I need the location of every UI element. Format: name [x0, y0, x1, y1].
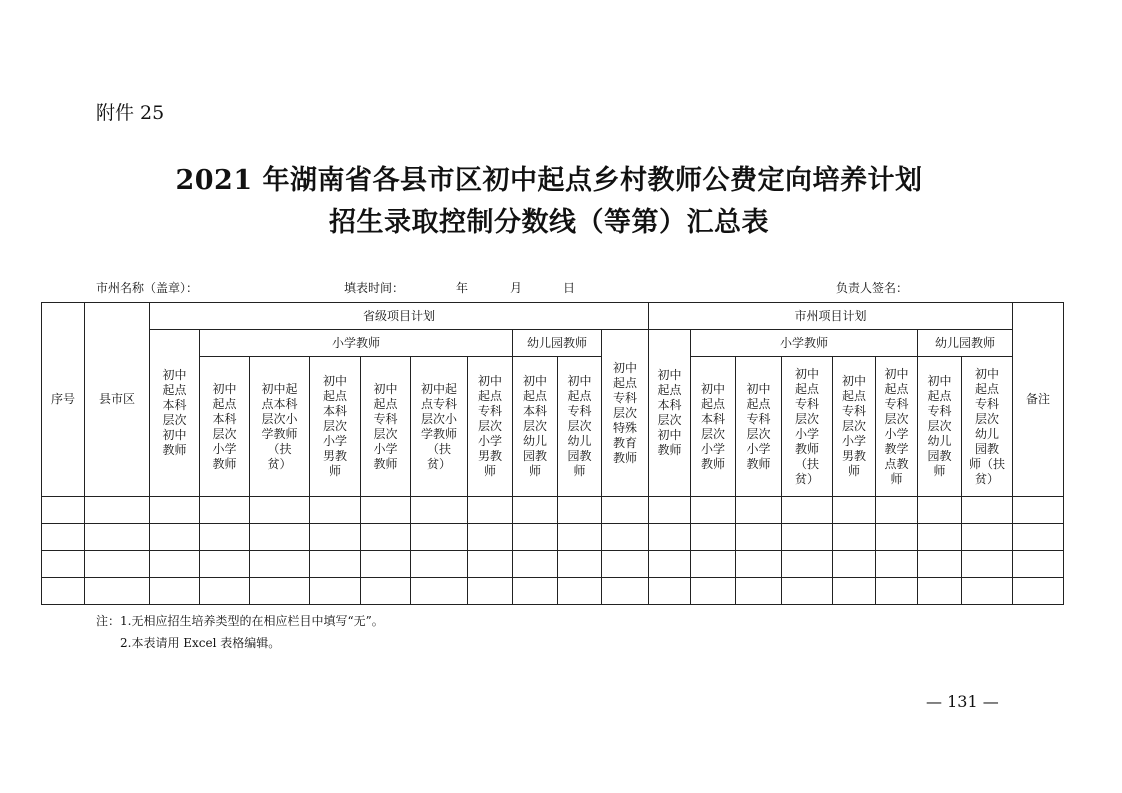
table-cell[interactable] [361, 497, 411, 524]
table-cell[interactable] [150, 497, 200, 524]
table-cell[interactable] [200, 578, 250, 605]
table-cell[interactable] [513, 578, 558, 605]
table-cell[interactable] [876, 578, 918, 605]
table-cell[interactable] [150, 578, 200, 605]
table-cell[interactable] [513, 551, 558, 578]
header-city-col-2: 初中 起点 本科 层次 小学 教师 [691, 357, 736, 497]
header-city-col-1: 初中 起点 本科 层次 初中 教师 [649, 330, 691, 497]
table-cell[interactable] [782, 524, 833, 551]
city-name-label: 市州名称（盖章）： [96, 281, 199, 295]
table-cell[interactable] [602, 578, 649, 605]
table-cell[interactable] [361, 578, 411, 605]
table-cell[interactable] [558, 551, 602, 578]
header-provincial-plan: 省级项目计划 [150, 303, 649, 330]
table-cell[interactable] [782, 497, 833, 524]
table-cell[interactable] [468, 578, 513, 605]
header-prov-col-5: 初中 起点 专科 层次 小学 教师 [361, 357, 411, 497]
table-cell[interactable] [962, 497, 1013, 524]
table-cell[interactable] [85, 578, 150, 605]
table-cell[interactable] [736, 524, 782, 551]
table-cell[interactable] [250, 524, 310, 551]
table-cell[interactable] [310, 551, 361, 578]
year-label: 年 [456, 281, 469, 295]
document-title-line1: 2021 年湖南省各县市区初中起点乡村教师公费定向培养计划 [175, 165, 923, 196]
header-prov-col-1: 初中 起点 本科 层次 初中 教师 [150, 330, 200, 497]
table-cell[interactable] [558, 578, 602, 605]
table-cell[interactable] [876, 524, 918, 551]
table-cell[interactable] [1013, 551, 1064, 578]
header-prov-col-6: 初中起 点专科 层次小 学教师 （扶 贫） [411, 357, 468, 497]
header-prov-col-7: 初中 起点 专科 层次 小学 男教 师 [468, 357, 513, 497]
table-cell[interactable] [833, 551, 876, 578]
table-cell[interactable] [558, 524, 602, 551]
table-cell[interactable] [411, 578, 468, 605]
table-cell[interactable] [468, 551, 513, 578]
table-cell[interactable] [150, 551, 200, 578]
table-cell[interactable] [85, 551, 150, 578]
table-cell[interactable] [361, 551, 411, 578]
table-cell[interactable] [200, 551, 250, 578]
table-cell[interactable] [691, 497, 736, 524]
table-cell[interactable] [736, 497, 782, 524]
attachment-label: 附件 25 [96, 102, 165, 124]
table-cell[interactable] [200, 524, 250, 551]
table-cell[interactable] [42, 497, 85, 524]
table-cell[interactable] [85, 524, 150, 551]
table-cell[interactable] [150, 524, 200, 551]
table-cell[interactable] [918, 578, 962, 605]
note-line-1: 注：1.无相应招生培养类型的在相应栏目中填写“无”。 [96, 614, 384, 628]
header-seq: 序号 [42, 303, 85, 497]
table-cell[interactable] [691, 578, 736, 605]
header-city-col-7: 初中 起点 专科 层次 幼儿 园教 师 [918, 357, 962, 497]
table-cell[interactable] [361, 524, 411, 551]
table-cell[interactable] [782, 578, 833, 605]
table-cell[interactable] [649, 551, 691, 578]
table-row [42, 497, 1064, 524]
table-cell[interactable] [1013, 497, 1064, 524]
table-cell[interactable] [876, 497, 918, 524]
table-row [42, 524, 1064, 551]
table-cell[interactable] [310, 497, 361, 524]
header-city-primary-teacher: 小学教师 [691, 330, 918, 357]
table-cell[interactable] [833, 578, 876, 605]
table-row [42, 578, 1064, 605]
header-prov-kindergarten-teacher: 幼儿园教师 [513, 330, 602, 357]
table-cell[interactable] [1013, 524, 1064, 551]
table-cell[interactable] [962, 578, 1013, 605]
table-row [42, 551, 1064, 578]
header-prov-col-10: 初中 起点 专科 层次 特殊 教育 教师 [602, 330, 649, 497]
table-cell[interactable] [250, 551, 310, 578]
table-cell[interactable] [691, 551, 736, 578]
header-prov-col-2: 初中 起点 本科 层次 小学 教师 [200, 357, 250, 497]
header-city-col-4: 初中 起点 专科 层次 小学 教师 （扶 贫） [782, 357, 833, 497]
document-title-line2: 招生录取控制分数线（等第）汇总表 [329, 207, 769, 238]
table-cell[interactable] [833, 497, 876, 524]
table-cell[interactable] [200, 497, 250, 524]
table-cell[interactable] [411, 524, 468, 551]
header-city-col-6: 初中 起点 专科 层次 小学 教学 点教 师 [876, 357, 918, 497]
header-county: 县市区 [85, 303, 150, 497]
signature-label: 负责人签名： [836, 281, 909, 295]
table-cell[interactable] [85, 497, 150, 524]
table-cell[interactable] [736, 551, 782, 578]
header-city-col-3: 初中 起点 专科 层次 小学 教师 [736, 357, 782, 497]
table-cell[interactable] [310, 524, 361, 551]
fill-time-label: 填表时间： [344, 281, 405, 295]
header-remark: 备注 [1013, 303, 1064, 497]
table-cell[interactable] [468, 524, 513, 551]
table-cell[interactable] [962, 551, 1013, 578]
table-cell[interactable] [558, 497, 602, 524]
table-cell[interactable] [42, 578, 85, 605]
page-number: — 131 — [926, 692, 999, 711]
header-prov-col-9: 初中 起点 专科 层次 幼儿 园教 师 [558, 357, 602, 497]
table-cell[interactable] [310, 578, 361, 605]
header-prov-col-8: 初中 起点 本科 层次 幼儿 园教 师 [513, 357, 558, 497]
table-cell[interactable] [918, 524, 962, 551]
table-cell[interactable] [876, 551, 918, 578]
header-city-col-8: 初中 起点 专科 层次 幼儿 园教 师（扶 贫） [962, 357, 1013, 497]
header-city-plan: 市州项目计划 [649, 303, 1013, 330]
table-cell[interactable] [833, 524, 876, 551]
table-cell[interactable] [649, 578, 691, 605]
header-city-kindergarten-teacher: 幼儿园教师 [918, 330, 1013, 357]
header-city-col-5: 初中 起点 专科 层次 小学 男教 师 [833, 357, 876, 497]
table-cell[interactable] [602, 524, 649, 551]
table-cell[interactable] [1013, 578, 1064, 605]
table-cell[interactable] [250, 497, 310, 524]
header-prov-primary-teacher: 小学教师 [200, 330, 513, 357]
summary-table [41, 302, 1064, 605]
table-cell[interactable] [513, 497, 558, 524]
table-cell[interactable] [962, 524, 1013, 551]
table-cell[interactable] [649, 497, 691, 524]
header-prov-col-4: 初中 起点 本科 层次 小学 男教 师 [310, 357, 361, 497]
table-cell[interactable] [918, 497, 962, 524]
table-cell[interactable] [691, 524, 736, 551]
table-cell[interactable] [468, 497, 513, 524]
table-cell[interactable] [918, 551, 962, 578]
table-cell[interactable] [411, 497, 468, 524]
header-prov-col-3: 初中起 点本科 层次小 学教师 （扶 贫） [250, 357, 310, 497]
table-cell[interactable] [42, 524, 85, 551]
table-cell[interactable] [649, 524, 691, 551]
table-cell[interactable] [736, 578, 782, 605]
table-cell[interactable] [513, 524, 558, 551]
table-cell[interactable] [602, 551, 649, 578]
table-cell[interactable] [782, 551, 833, 578]
day-label: 日 [563, 281, 576, 295]
month-label: 月 [510, 281, 523, 295]
table-cell[interactable] [42, 551, 85, 578]
table-cell[interactable] [250, 578, 310, 605]
note-line-2: 2.本表请用 Excel 表格编辑。 [120, 636, 281, 650]
table-cell[interactable] [602, 497, 649, 524]
table-cell[interactable] [411, 551, 468, 578]
